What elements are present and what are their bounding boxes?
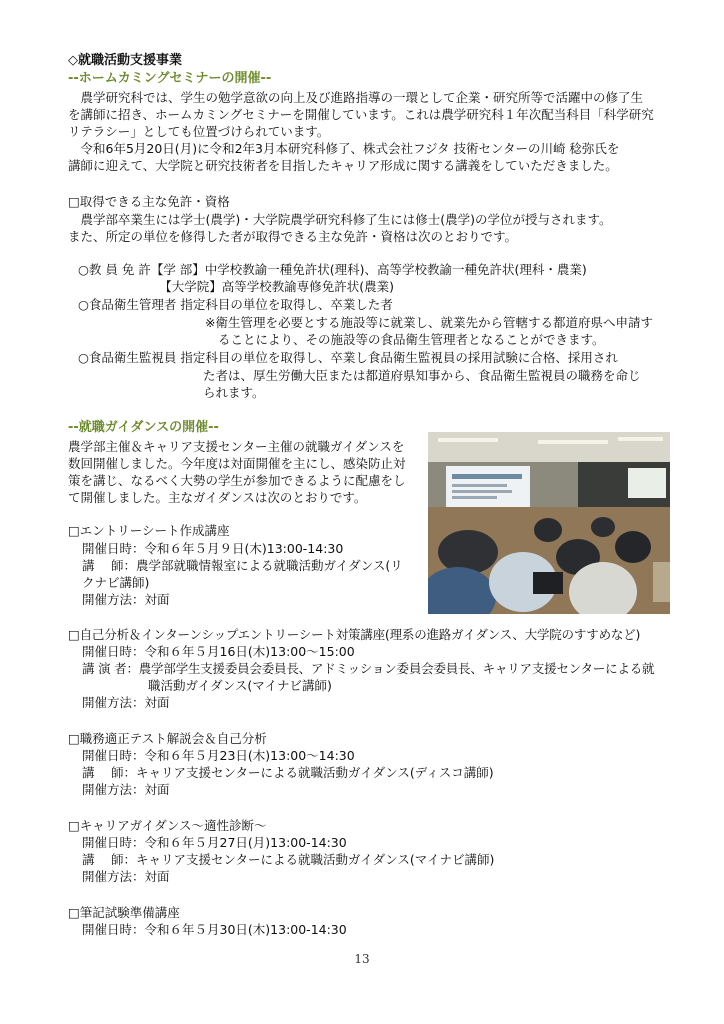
event-line: 職活動ガイダンス(マイナビ講師) xyxy=(148,678,332,693)
event-title: □エントリーシート作成講座 xyxy=(68,523,230,538)
event-line: 開催方法：対面 xyxy=(82,869,170,884)
event-title: □筆記試験準備講座 xyxy=(68,905,180,920)
license-item: 【大学院】高等学校教諭専修免許状(農業) xyxy=(78,279,395,294)
guidance-intro-line: て開催しました。主なガイダンスは次のとおりです。 xyxy=(68,490,367,505)
licenses-line: 農学部卒業生には学士(農学)・大学院農学研究科修了生には修士(農学)の学位が授与されます。 xyxy=(68,212,612,227)
seminar-photo xyxy=(428,432,670,614)
license-item: ○食品衛生監視員 指定科目の単位を取得し、卒業し食品衛生監視員の採用試験に合格、採用され xyxy=(78,350,618,365)
event-line: 開催方法：対面 xyxy=(82,592,170,607)
homecoming-heading: --ホームカミングセミナーの開催-- xyxy=(68,71,272,86)
event-line: 開催日時：令和６年５月23日(木)13:00～14:30 xyxy=(82,748,355,763)
seminar-photo-drawing xyxy=(428,432,670,614)
license-item: ※衛生管理を必要とする施設等に就業し、就業先から管轄する都道府県へ申請す xyxy=(205,315,653,330)
homecoming-line: リテラシー」としても位置づけられています。 xyxy=(68,124,330,139)
homecoming-line: を講師に招き、ホームカミングセミナーを開催しています。これは農学研究科１年次配当科目「科学研究 xyxy=(68,107,654,122)
event-line: 開催日時：令和６年５月９日(木)13:00-14:30 xyxy=(82,541,344,556)
homecoming-line: 農学研究科では、学生の勉学意欲の向上及び進路指導の一環として企業・研究所等で活躍中の修了生 xyxy=(68,90,644,105)
licenses-line: また、所定の単位を修得した者が取得できる主な免許・資格は次のとおりです。 xyxy=(68,229,518,244)
event-line: クナビ講師) xyxy=(82,575,150,590)
license-item: られます。 xyxy=(203,385,265,400)
section-title: ◇就職活動支援事業 xyxy=(68,53,182,68)
event-line: 講 師：キャリア支援センターによる就職活動ガイダンス(マイナビ講師) xyxy=(82,852,495,867)
licenses-heading: □取得できる主な免許・資格 xyxy=(68,194,230,209)
event-line: 開催方法：対面 xyxy=(82,782,170,797)
event-line: 講 師：キャリア支援センターによる就職活動ガイダンス(ディスコ講師) xyxy=(82,765,494,780)
event-title: □職務適正テスト解説会＆自己分析 xyxy=(68,731,267,746)
page-number: 13 xyxy=(354,952,370,966)
event-line: 講 師：農学部就職情報室による就職活動ガイダンス(リ xyxy=(82,558,403,573)
license-item: た者は、厚生労働大臣または都道府県知事から、食品衛生監視員の職務を命じ xyxy=(203,368,641,383)
homecoming-line: 講師に迎えて、大学院と研究技術者を目指したキャリア形成に関する講義をしていただきました。 xyxy=(68,158,618,173)
license-item: ○教 員 免 許【学 部】中学校教諭一種免許状(理科)、高等学校教諭一種免許状(理科・農業) xyxy=(78,262,587,277)
license-item: ることにより、その施設等の食品衛生管理者となることができます。 xyxy=(218,332,605,347)
homecoming-line: 令和6年5月20日(月)に令和2年3月本研究科修了、株式会社フジタ 技術センターの川崎 稔弥氏を xyxy=(68,141,620,156)
guidance-intro-line: 数回開催しました。今年度は対面開催を主にし、感染防止対 xyxy=(68,456,406,471)
guidance-intro-line: 農学部主催＆キャリア支援センター主催の就職ガイダンスを xyxy=(68,439,405,454)
event-line: 開催日時：令和６年５月16日(木)13:00～15:00 xyxy=(82,644,355,659)
guidance-intro-line: 策を講じ、なるべく大勢の学生が参加できるように配慮をし xyxy=(68,473,406,488)
license-item: ○食品衛生管理者 指定科目の単位を取得し、卒業した者 xyxy=(78,297,393,312)
event-title: □自己分析＆インターンシップエントリーシート対策講座(理系の進路ガイダンス、大学院のすすめなど) xyxy=(68,627,641,642)
event-line: 開催日時：令和６年５月27日(月)13:00-14:30 xyxy=(82,835,347,850)
event-line: 開催方法：対面 xyxy=(82,695,170,710)
event-title: □キャリアガイダンス～適性診断～ xyxy=(68,818,267,833)
event-line: 開催日時：令和６年５月30日(木)13:00-14:30 xyxy=(82,922,347,937)
guidance-heading: --就職ガイダンスの開催-- xyxy=(68,420,219,435)
event-line: 講 演 者：農学部学生支援委員会委員長、アドミッション委員会委員長、キャリア支援センターによる就 xyxy=(82,661,655,676)
